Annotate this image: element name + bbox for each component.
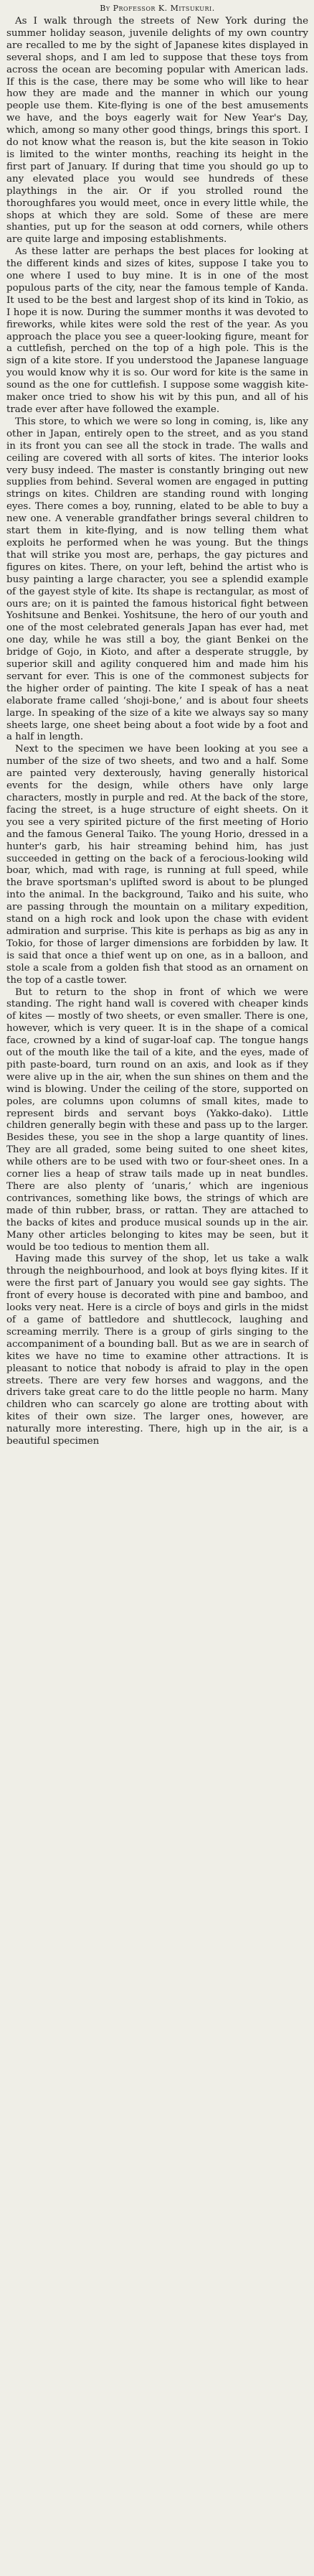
paragraph-3: This store, to which we were so long in coming, is, like any other in Japan, entirely open to the street, and as you stand in its front you can see all the stock in trade. The walls and ceiling are covered with all sorts of kites. The interior looks very busy indeed. The master is constantly bringing out new supplies from behind. Several women are engaged in putting strings on kites. Children are standing round with longing eyes. There comes a boy, running, elated to be able to buy a new one. A venerable grandfather brings several children to start them in kite-flying, and is now telling them what exploits he performed when he was young. But the things that will strike you most are, perhaps, the gay pictures and figures on kites. There, on your left, behind the artist who is busy painting a large character, you see a splendid example of the gayest style of kite. Its shape is rectangular, as most of ours are; on it is painted the famous historical fight between Yoshitsune and Benkei. Yoshitsune, the hero of our youth and one of the most celebrated generals Japan has ever had, met one day, while he was still a boy, the giant Benkei on the bridge of Gojo, in Kioto, and after a desperate struggle, by superior skill and agility conquered him and made him his servant for ever. This is one of the commonest subjects for the higher order of painting. The kite I speak of has a neat elaborate frame called ‘shoji-bone,’ and is about four sheets large. In speaking of the size of a kite we always say so many sheets large, one sheet being about a foot wide by a foot and a half in length.	[6, 416, 308, 743]
byline: By Professor K. Mitsukuri.	[100, 4, 215, 13]
paragraph-1: As I walk through the streets of New York during the summer holiday season, juvenile delights of my own country are recalled to me by the sight of Japanese kites displayed in several shops, and I am led to suppose that these toys from across the ocean are becoming popular with American lads. If this is the case, there may be some who will like to hear how they are made and the manner in which our young people use them. Kite-flying is one of the best amusements we have, and the boys eagerly wait for New Year's Day, which, among so many other good things, brings this sport. I do not know what the reason is, but the kite season in Tokio is limited to the winter months, reaching its height in the first part of January. If during that time you should go up to any elevated place you would see hundreds of these playthings in the air. Or if you strolled round the thoroughfares you would meet, once in every little while, the shops at which they are sold. Some of these are mere shanties, put up for the season at odd corners, while others are quite large and imposing establishments.	[6, 16, 308, 246]
paragraph-2: As these latter are perhaps the best places for looking at the different kinds and sizes of kites, suppose I take you to one where I used to buy mine. It is in one of the most populous parts of the city, near the famous temple of Kanda. It used to be the best and largest shop of its kind in Tokio, as I hope it is now. During the summer months it was devoted to fireworks, while kites were sold the rest of the year. As you approach the place you see a queer-looking figure, meant for a cuttlefish, perched on the top of a high pole. This is the sign of a kite store. If you understood the Japanese language you would know why it is so. Our word for kite is the same in sound as the one for cuttlefish. I suppose some waggish kite-maker once tried to show his wit by this pun, and all of his trade ever after have followed the example.	[6, 246, 308, 415]
article-body	[6, 16, 308, 1448]
paragraph-5: But to return to the shop in front of which we were standing. The right hand wall is covered with cheaper kinds of kites — mostly of two sheets, or even smaller. There is one, however, which is very queer. It is in the shape of a comical face, crowned by a kind of sugar-loaf cap. The tongue hangs out of the mouth like the tail of a kite, and the eyes, made of pith paste-board, turn round on an axis, and look as if they were alive up in the air, when the sun shines on them and the wind is blowing. Under the ceiling of the store, supported on poles, are columns upon columns of small kites, made to represent birds and servant boys (Yakko-dako). Little children generally begin with these and pass up to the larger. Besides these, you see in the shop a large quantity of lines. They are all graded, some being suited to one sheet kites, while others are to be used with two or four-sheet ones. In a corner lies a heap of straw tails made up in neat bundles. There are also plenty of ‘unaris,’ which are ingenious contrivances, something like bows, the strings of which are made of thin rubber, brass, or rattan. They are attached to the backs of kites and produce musical sounds up in the air. Many other articles belonging to kites may be seen, but it would be too tedious to mention them all.	[6, 986, 308, 1253]
paragraph-4: Next to the specimen we have been looking at you see a number of the size of two sheets, and two and a half. Some are painted very dexterously, having generally historical events for the design, while others have only large characters, mostly in purple and red. At the back of the store, facing the street, is a huge structure of eight sheets. On it you see a very spirited picture of the first meeting of Horio and the famous General Taiko. The young Horio, dressed in a hunter's garb, his hair streaming behind him, has just succeeded in getting on the back of a ferocious-looking wild boar, which, mad with rage, is running at full speed, while the brave sportsman's uplifted sword is about to be plunged into the animal. In the background, Taiko and his suite, who are passing through the mountain on a military expedition, stand on a high rock and look upon the chase with evident admiration and surprise. This kite is perhaps as big as any in Tokio, for those of larger dimensions are forbidden by law. It is said that once a thief went up on one, as in a balloon, and stole a scale from a golden fish that stood as an ornament on the top of a castle tower.	[6, 744, 308, 986]
paragraph-6: Having made this survey of the shop, let us take a walk through the neighbourhood, and look at boys flying kites. If it were the first part of January you would see gay sights. The front of every house is decorated with pine and bamboo, and looks very neat. Here is a circle of boys and girls in the midst of a game of battledore and shuttlecock, laughing and screaming merrily. There is a group of girls singing to the accompaniment of a bounding ball. But as we are in search of kites we have no time to examine other attractions. It is pleasant to notice that nobody is afraid to play in the open streets. There are very few horses and waggons, and the drivers take great care to do the little people no harm. Many children who can scarcely go alone are trotting about with kites of their own size. The larger ones, however, are naturally more interesting. There, high up in the air, is a beautiful specimen	[6, 1254, 308, 1447]
